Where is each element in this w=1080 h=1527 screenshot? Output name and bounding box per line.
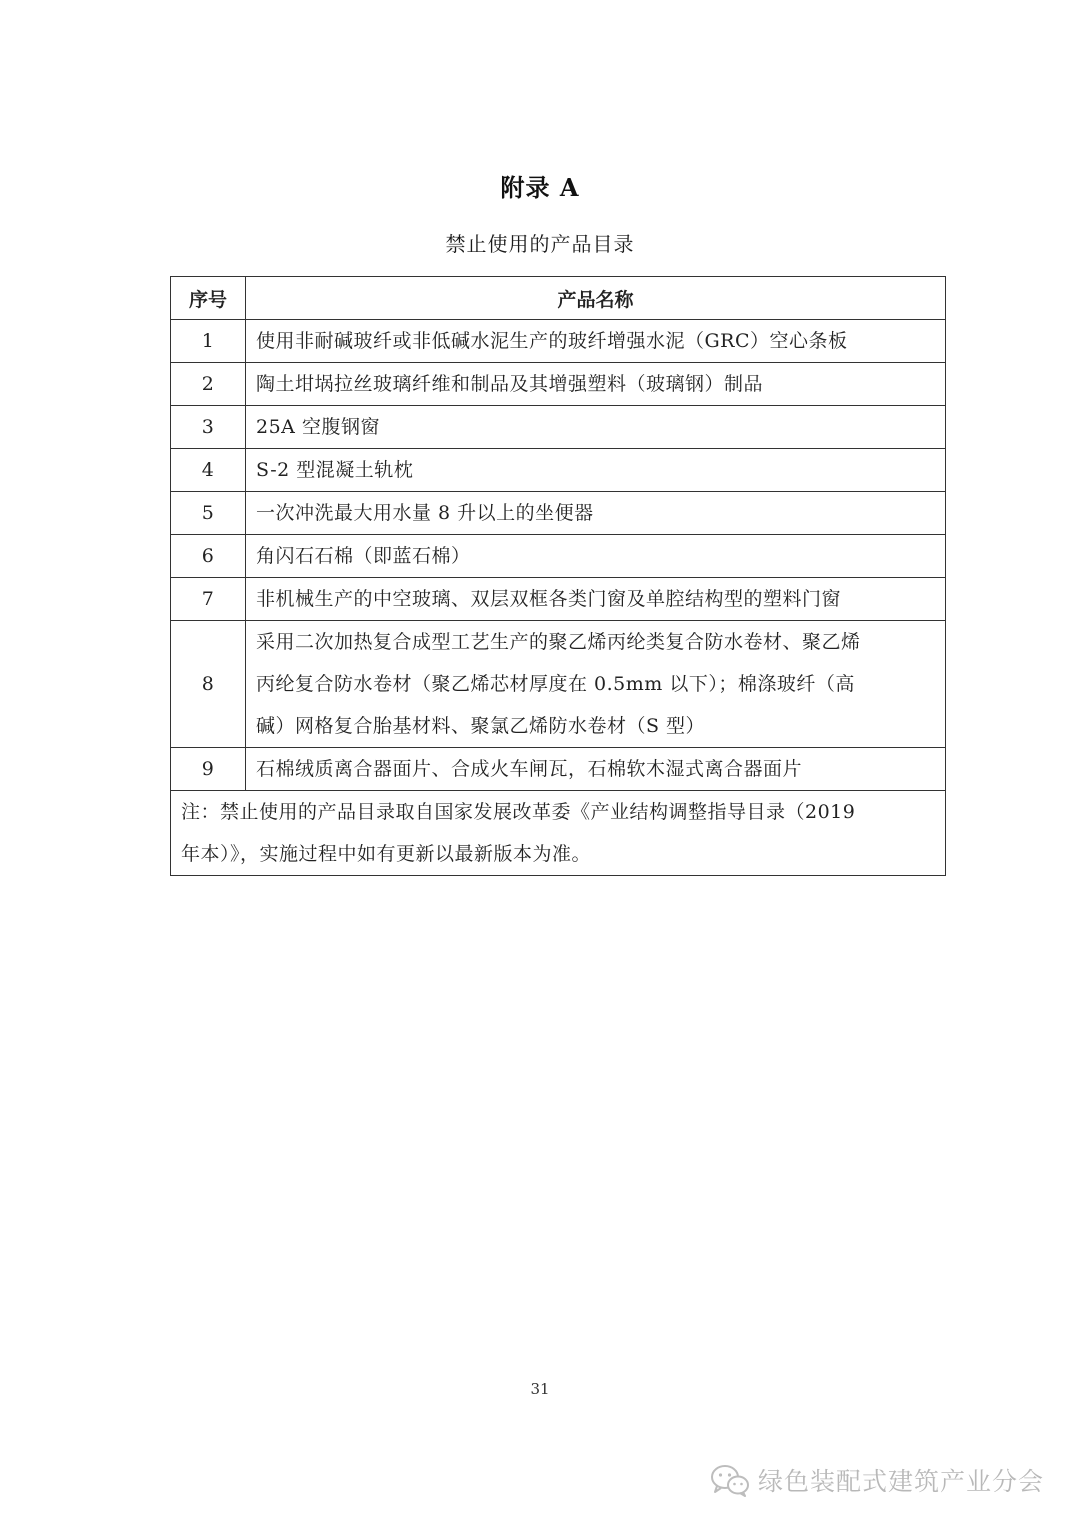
table-row	[171, 320, 946, 363]
table-note-line: 注：禁止使用的产品目录取自国家发展改革委《产业结构调整指导目录（2019	[181, 801, 856, 823]
product-name-line: 碱）网格复合胎基材料、聚氯乙烯防水卷材（S 型）	[256, 715, 706, 737]
table-row	[171, 578, 946, 621]
row-number: 3	[171, 406, 246, 449]
table-row	[171, 621, 946, 748]
table-row	[171, 449, 946, 492]
product-name-line: 丙纶复合防水卷材（聚乙烯芯材厚度在 0.5mm 以下）；棉涤玻纤（高	[256, 673, 855, 695]
row-number: 7	[171, 578, 246, 621]
prohibited-products-table	[170, 276, 946, 876]
product-name: 25A 空腹钢窗	[246, 406, 946, 449]
table-row	[171, 363, 946, 406]
product-name: 石棉绒质离合器面片、合成火车闸瓦，石棉软木湿式离合器面片	[246, 748, 946, 791]
row-number: 8	[171, 621, 246, 748]
column-header-no: 序号	[171, 277, 246, 320]
table-header-row	[171, 277, 946, 320]
page-number: 31	[530, 1380, 550, 1398]
row-number: 4	[171, 449, 246, 492]
wechat-icon	[710, 1463, 750, 1497]
row-number: 2	[171, 363, 246, 406]
product-name-line: 采用二次加热复合成型工艺生产的聚乙烯丙纶类复合防水卷材、聚乙烯	[256, 631, 861, 653]
product-name: 一次冲洗最大用水量 8 升以上的坐便器	[246, 492, 946, 535]
page-title: 附录 A	[500, 173, 580, 202]
table-note	[171, 791, 946, 876]
product-name: 陶土坩埚拉丝玻璃纤维和制品及其增强塑料（玻璃钢）制品	[246, 363, 946, 406]
product-name: 角闪石石棉（即蓝石棉）	[246, 535, 946, 578]
product-name: 非机械生产的中空玻璃、双层双框各类门窗及单腔结构型的塑料门窗	[246, 578, 946, 621]
table-note-line: 年本）》，实施过程中如有更新以最新版本为准。	[181, 843, 592, 865]
table-row	[171, 492, 946, 535]
column-header-name: 产品名称	[246, 277, 946, 320]
table-caption: 禁止使用的产品目录	[445, 232, 635, 256]
product-name	[246, 621, 946, 748]
table-note-row	[171, 791, 946, 876]
table-row	[171, 748, 946, 791]
watermark	[710, 1462, 1044, 1498]
watermark-text: 绿色装配式建筑产业分会	[757, 1467, 1044, 1496]
row-number: 5	[171, 492, 246, 535]
row-number: 1	[171, 320, 246, 363]
table-row	[171, 406, 946, 449]
row-number: 6	[171, 535, 246, 578]
product-name: S-2 型混凝土轨枕	[246, 449, 946, 492]
product-name: 使用非耐碱玻纤或非低碱水泥生产的玻纤增强水泥（GRC）空心条板	[246, 320, 946, 363]
row-number: 9	[171, 748, 246, 791]
table-row	[171, 535, 946, 578]
